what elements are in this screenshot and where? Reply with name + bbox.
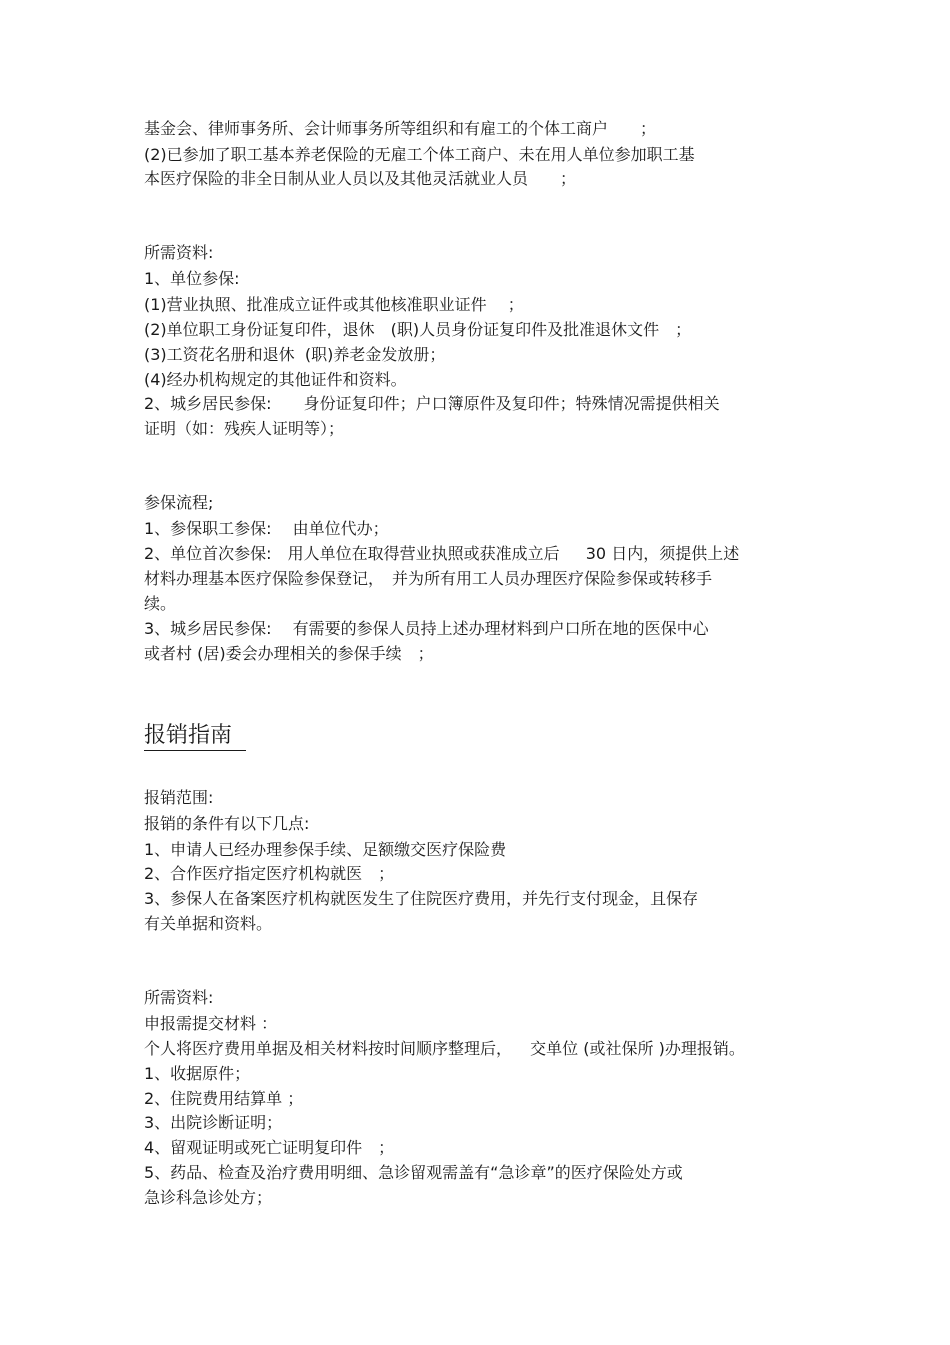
text-line: (1)营业执照、批准成立证件或其他核准职业证件 ； — [144, 295, 524, 314]
text-line: 有关单据和资料。 — [144, 914, 273, 933]
text-line: 4、留观证明或死亡证明复印件 ； — [144, 1138, 395, 1157]
section-title: 参保流程; — [144, 493, 214, 512]
text-line: 材料办理基本医疗保险参保登记， 并为所有用工人员办理医疗保险参保或转移手 — [144, 569, 713, 588]
text-line: 或者村 (居)委会办理相关的参保手续 ； — [144, 644, 434, 663]
text-line: 基金会、律师事务所、会计师事务所等组织和有雇工的个体工商户 ； — [144, 119, 657, 138]
text-line: 2、住院费用结算单 ； — [144, 1089, 304, 1108]
text-line: 本医疗保险的非全日制从业人员以及其他灵活就业人员 ； — [144, 169, 577, 188]
text-line: 1、单位参保: — [144, 269, 240, 288]
text-line: 3、城乡居民参保: 有需要的参保人员持上述办理材料到户口所在地的医保中心 — [144, 619, 709, 638]
text-line: 2、合作医疗指定医疗机构就医 ； — [144, 864, 395, 883]
section-title: 报销范围: — [144, 788, 214, 807]
text-line: 2、城乡居民参保: 身份证复印件；户口簿原件及复印件；特殊情况需提供相关 — [144, 394, 720, 413]
text-line: 1、收据原件； — [144, 1064, 251, 1083]
heading-underline — [144, 750, 246, 751]
text-line: 1、申请人已经办理参保手续、足额缴交医疗保险费 — [144, 840, 507, 859]
text-line: (2)单位职工身份证复印件，退休 (职)人员身份证复印件及批准退休文件 ； — [144, 320, 692, 339]
text-line: (3)工资花名册和退休 (职)养老金发放册； — [144, 345, 446, 364]
text-line: 续。 — [144, 594, 177, 613]
text-line: (2)已参加了职工基本养老保险的无雇工个体工商户、未在用人单位参加职工基 — [144, 145, 695, 164]
section-title: 所需资料: — [144, 988, 214, 1007]
text-line: 3、出院诊断证明； — [144, 1113, 283, 1132]
text-line: 急诊科急诊处方； — [144, 1188, 273, 1207]
text-line: (4)经办机构规定的其他证件和资料。 — [144, 370, 407, 389]
text-line: 5、药品、检查及治疗费用明细、急诊留观需盖有“急诊章”的医疗保险处方或 — [144, 1163, 683, 1182]
text-line: 个人将医疗费用单据及相关材料按时间顺序整理后， 交单位 (或社保所 )办理报销。 — [144, 1039, 745, 1058]
text-line: 2、单位首次参保: 用人单位在取得营业执照或获准成立后 30 日内，须提供上述 — [144, 544, 740, 563]
text-line: 1、参保职工参保: 由单位代办； — [144, 519, 389, 538]
text-line: 3、参保人在备案医疗机构就医发生了住院医疗费用，并先行支付现金，且保存 — [144, 889, 699, 908]
text-line: 证明（如：残疾人证明等）； — [144, 419, 345, 438]
section-heading: 报销指南 — [144, 723, 233, 748]
text-line: 申报需提交材料 ： — [144, 1014, 278, 1033]
text-line: 报销的条件有以下几点: — [144, 814, 310, 833]
section-title: 所需资料: — [144, 243, 214, 262]
